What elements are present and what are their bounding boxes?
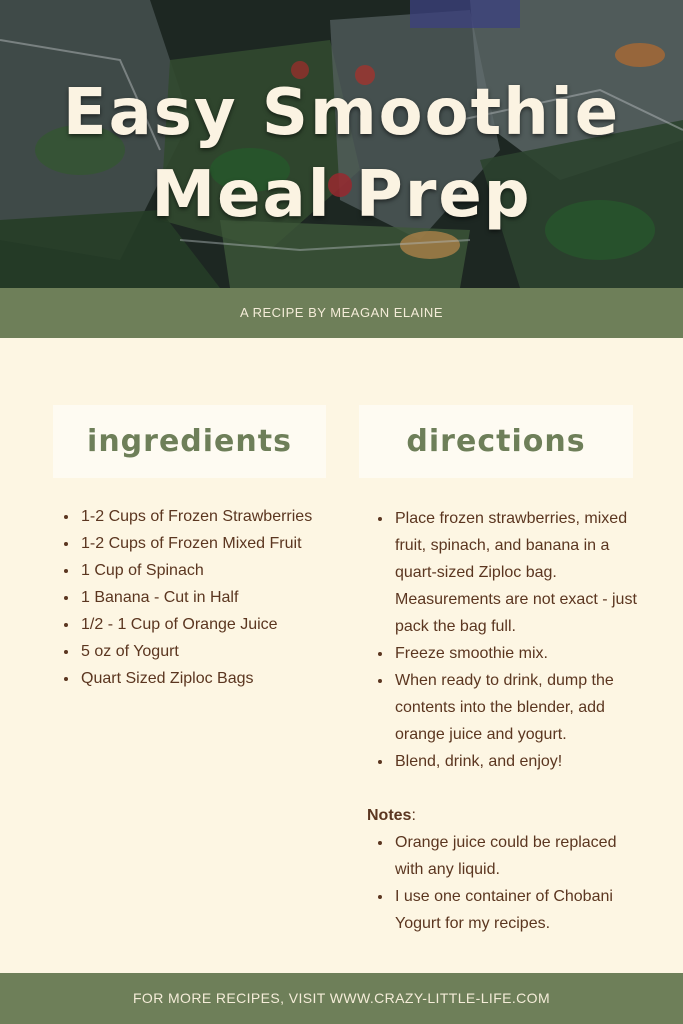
ingredient-item: • 5 oz of Yogurt: [79, 638, 343, 665]
page-title: [0, 72, 683, 236]
footer-text: FOR MORE RECIPES, VISIT WWW.CRAZY-LITTLE-LIFE.COM: [132, 990, 551, 1006]
ingredient-item: • 1-2 Cups of Frozen Mixed Fruit: [79, 530, 343, 557]
ingredient-item: • 1 Banana - Cut in Half: [79, 584, 343, 611]
ingredients-heading: ingredients: [87, 424, 292, 459]
note-item: • Orange juice could be replaced with any liquid.: [393, 829, 637, 883]
direction-step: • Blend, drink, and enjoy!: [393, 748, 637, 775]
title-line-1: Easy Smoothie: [62, 76, 621, 150]
notes-label: Notes: [367, 807, 412, 824]
directions-list: [367, 505, 637, 775]
ingredient-item: • 1-2 Cups of Frozen Strawberries: [79, 503, 343, 530]
footer-banner: [0, 973, 683, 1024]
direction-step: • When ready to drink, dump the contents into the blender, add orange juice and yogurt.: [393, 667, 637, 748]
direction-step: • Place frozen strawberries, mixed fruit, spinach, and banana in a quart-sized Ziploc bag. Measurements are not exact - just pack the bag full.: [393, 505, 637, 640]
ingredients-list: [53, 503, 343, 692]
ingredient-item: • 1 Cup of Spinach: [79, 557, 343, 584]
directions-heading: directions: [406, 424, 586, 459]
directions-heading-card: [359, 405, 633, 478]
note-item: • I use one container of Chobani Yogurt for my recipes.: [393, 883, 637, 937]
ingredient-item: • 1/2 - 1 Cup of Orange Juice: [79, 611, 343, 638]
direction-step: • Freeze smoothie mix.: [393, 640, 637, 667]
notes-label-line: [367, 802, 637, 829]
ingredients-section: [53, 503, 343, 692]
title-line-2: Meal Prep: [151, 158, 532, 232]
directions-section: [367, 505, 637, 937]
byline-banner: [0, 288, 683, 338]
notes-colon: :: [411, 807, 416, 824]
ingredient-item: • Quart Sized Ziploc Bags: [79, 665, 343, 692]
notes-list: [367, 829, 637, 937]
byline-text: A RECIPE BY MEAGAN ELAINE: [240, 305, 443, 320]
hero-photo: [0, 0, 683, 288]
ingredients-heading-card: [53, 405, 326, 478]
